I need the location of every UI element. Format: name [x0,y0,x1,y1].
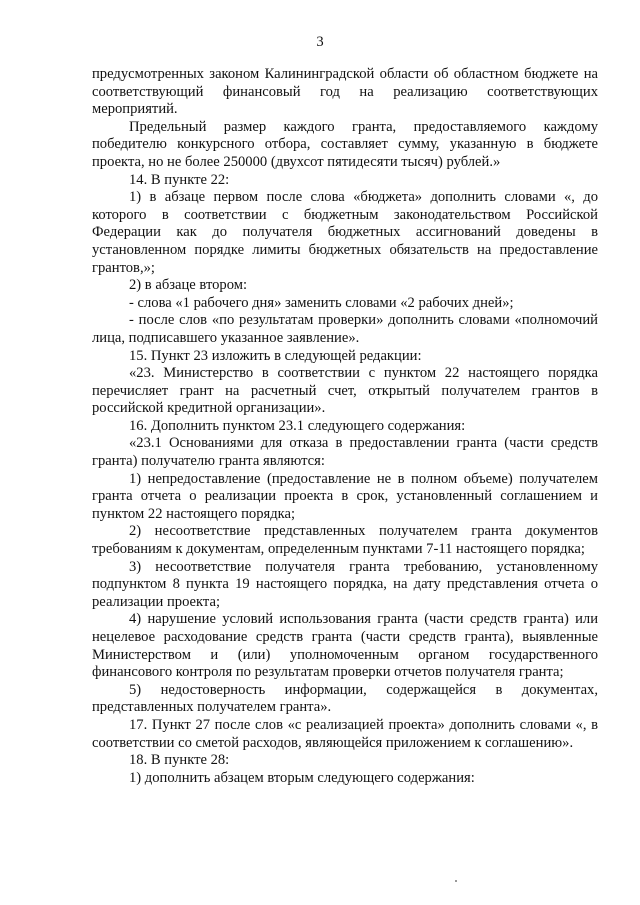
paragraph-12: 1) непредоставление (предоставление не в полном объеме) получателем гранта отчета о реализации проекта в срок, установленный соглашением и пунктом 22 настоящего порядка; [92,470,598,522]
paragraph-6: - слова «1 рабочего дня» заменить словами «2 рабочих дней»; [129,294,514,311]
paragraph-11: «23.1 Основаниями для отказа в предоставлении гранта (части средств гранта) получателю гранта являются: [92,435,598,470]
paragraph-7: - после слов «по результатам проверки» дополнить словами «полномочий лица, подписавшего указанное заявление». [92,312,598,346]
paragraph-15: 4) нарушение условий использования гранта (части средств гранта) или нецелевое расходование средств гранта (части средств гранта), выявленные Министерством и (или) уполномоченным органом государственного финансового контроля по результатам проверки отчетов получателя гранта; [92,611,598,681]
paragraph-14: 3) несоответствие получателя гранта требованию, установленному подпунктом 8 пункта 19 настоящего порядка, на дату представления отчета о реализации проекта; [92,558,598,610]
paragraph-16: 5) недостоверность информации, содержащейся в документах, представленных получателем гранта». [92,681,598,716]
page-number: 3 [316,34,324,50]
paragraph-9: «23. Министерство в соответствии с пунктом 22 настоящего порядка перечисляет грант на расчетный счет, открытый получателем грантов в российской кредитной организации». [92,365,598,417]
document-body [92,66,598,787]
paragraph-3: 14. В пункте 22: [129,171,230,188]
paragraph-8: 15. Пункт 23 изложить в следующей редакции: [129,347,422,364]
paragraph-5: 2) в абзаце втором: [129,277,248,294]
paragraph-2: Предельный размер каждого гранта, предоставляемого каждому победителю конкурсного отбора, составляет сумму, указанную в бюджете проекта, но не более 250000 (двухсот пятидесяти тысяч) рублей.» [92,118,598,170]
paragraph-17: 17. Пункт 27 после слов «с реализацией проекта» дополнить словами «, в соответствии со сметой расходов, являющейся приложением к соглашению». [92,716,598,751]
scan-speck [455,880,457,882]
paragraph-19: 1) дополнить абзацем вторым следующего содержания: [129,769,475,786]
paragraph-1: предусмотренных законом Калининградской области об областном бюджете на соответствующий финансовый год на реализацию соответствующих мероприятий. [92,66,598,118]
paragraph-4: 1) в абзаце первом после слова «бюджета» дополнить словами «, до которого в соответствии с бюджетным законодательством Российской Федерации как до получателя бюджетных ассигнований доведены в установленном порядке лимиты бюджетных обязательств на предоставление грантов,»; [92,189,598,276]
paragraph-13: 2) несоответствие представленных получателем гранта документов требованиям к документам, определенным пунктами 7-11 настоящего порядка; [92,523,598,558]
paragraph-10: 16. Дополнить пунктом 23.1 следующего содержания: [129,417,466,434]
paragraph-18: 18. В пункте 28: [129,752,230,769]
